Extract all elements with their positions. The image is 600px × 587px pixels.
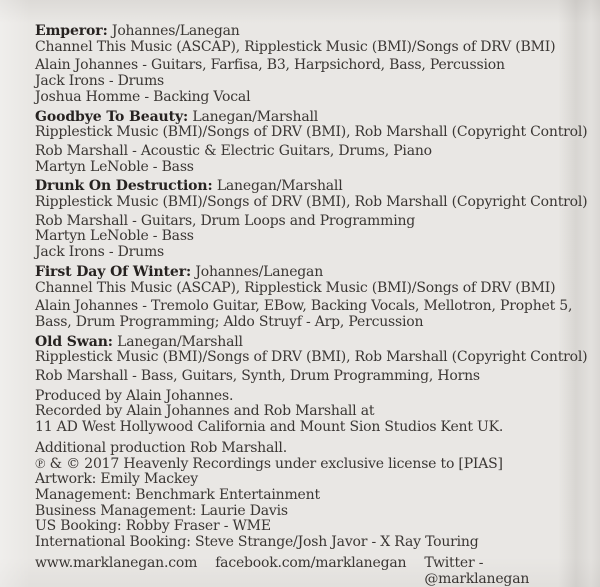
song-publishing: Channel This Music (ASCAP), Ripplestick Music (BMI)/Songs of DRV (BMI) — [35, 279, 556, 296]
management-credit: Management: Benchmark Entertainment — [35, 486, 320, 503]
credit-line: Rob Marshall - Acoustic & Electric Guitars, Drums, Piano — [35, 142, 432, 159]
production-block — [35, 389, 580, 436]
credit-line: Jack Irons - Drums — [35, 244, 165, 261]
song-publishing: Channel This Music (ASCAP), Ripplestick Music (BMI)/Songs of DRV (BMI) — [35, 38, 556, 55]
song-title — [35, 24, 580, 40]
credit-line: Alain Johannes - Tremolo Guitar, EBow, Backing Vocals, Mellotron, Prophet 5, Bass, Drum Programming; Aldo Struyf - Arp, Percussion — [35, 298, 573, 330]
song-block-old-swan — [35, 333, 588, 385]
song-writers: Lanegan/Marshall — [216, 178, 343, 195]
song-publishing: Ripplestick Music (BMI)/Songs of DRV (BMI), Rob Marshall (Copyright Control) — [35, 194, 588, 211]
song-writers: Johannes/Lanegan — [111, 23, 240, 39]
production-line: Recorded by Alain Johannes and Rob Marshall at — [35, 403, 375, 420]
song-credits — [35, 214, 580, 261]
website-url: www.marklanegan.com — [35, 554, 198, 571]
song-block-goodbye-to-beauty — [35, 108, 588, 176]
production-line: 11 AD West Hollywood California and Mount Sion Studios Kent UK. — [35, 419, 504, 436]
international-booking-credit: International Booking: Steve Strange/Josh Javor - X Ray Touring — [35, 534, 479, 551]
production-line: Produced by Alain Johannes. — [35, 387, 234, 404]
credit-line: Joshua Homme - Backing Vocal — [35, 88, 251, 105]
credit-line: Alain Johannes - Guitars, Farfisa, B3, Harpsichord, Bass, Percussion — [35, 57, 505, 74]
song-block-first-day-of-winter — [35, 265, 580, 331]
credit-line: Rob Marshall - Bass, Guitars, Synth, Drum Programming, Horns — [35, 368, 480, 385]
song-credits — [35, 144, 580, 175]
copyright-line: ℗ & © 2017 Heavenly Recordings under exclusive license to [PIAS] — [35, 455, 503, 472]
song-writers: Johannes/Lanegan — [195, 263, 324, 280]
song-title — [35, 335, 580, 351]
twitter-handle: Twitter - @marklanegan — [424, 554, 530, 587]
credit-line: Jack Irons - Drums — [35, 73, 165, 90]
song-credits — [35, 58, 580, 105]
song-publishing: Ripplestick Music (BMI)/Songs of DRV (BMI), Rob Marshall (Copyright Control) — [35, 349, 588, 366]
song-title — [35, 110, 580, 126]
facebook-url: facebook.com/marklanegan — [215, 554, 407, 571]
credit-line: Rob Marshall - Guitars, Drum Loops and Programming — [35, 212, 416, 229]
legal-line: Additional production Rob Marshall. — [35, 439, 287, 456]
song-publishing: Ripplestick Music (BMI)/Songs of DRV (BMI), Rob Marshall (Copyright Control) — [35, 124, 588, 141]
business-management-credit: Business Management: Laurie Davis — [35, 502, 288, 519]
legal-block — [35, 441, 580, 551]
song-block-drunk-on-destruction — [35, 178, 588, 261]
artwork-credit: Artwork: Emily Mackey — [35, 471, 198, 488]
song-title-text: Old Swan: — [35, 333, 113, 350]
song-title-text: Emperor: — [35, 23, 108, 39]
credit-line: Martyn LeNoble - Bass — [35, 158, 194, 175]
credit-line: Martyn LeNoble - Bass — [35, 228, 194, 245]
song-title-text: Drunk On Destruction: — [35, 178, 213, 195]
song-block-emperor — [35, 24, 580, 106]
song-title — [35, 265, 580, 281]
song-credits — [35, 299, 580, 330]
song-title-text: First Day Of Winter: — [35, 263, 192, 280]
song-title-text: Goodbye To Beauty: — [35, 108, 189, 125]
song-credits — [35, 369, 580, 385]
song-title — [35, 179, 580, 195]
footer-links — [35, 556, 580, 587]
us-booking-credit: US Booking: Robby Fraser - WME — [35, 518, 271, 535]
song-writers: Lanegan/Marshall — [117, 333, 243, 350]
song-writers: Lanegan/Marshall — [192, 108, 319, 125]
